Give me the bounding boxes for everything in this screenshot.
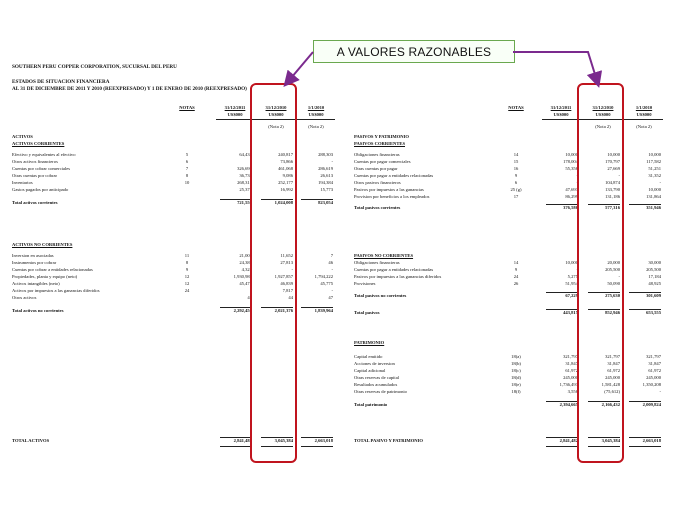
right-row-value-col2: 2,166,432 (601, 402, 620, 407)
right-notes-header: NOTAS (508, 105, 524, 110)
left-row-value-col1: 46 (247, 295, 252, 300)
left-row-note: 10 (184, 180, 190, 185)
left-row-value-col1: - (250, 159, 252, 164)
left-row-value-col1: 64,437 (239, 152, 252, 157)
right-row-value-col1: 245,000 (563, 375, 578, 380)
left-row-value-col3: 823,054 (318, 200, 333, 205)
left-row-label: Inversion en asociadas (12, 253, 54, 258)
left-col1-date: 31/12/2011 (224, 105, 246, 110)
right-row-note: 9 (514, 267, 518, 272)
right-row-value-col1: - (576, 173, 578, 178)
right-row-value-col3: 321,797 (646, 354, 661, 359)
right-row-label: Pasivos por impuestos a las ganancias (354, 187, 424, 192)
right-row-value-col3: 117,582 (646, 159, 661, 164)
left-row-label: Efectivo y equivalentes al efectivo (12, 152, 76, 157)
right-row-label: PASIVOS CORRIENTES (354, 141, 406, 146)
left-col3-date: 1/1/2010 (307, 105, 325, 110)
right-row-label: Cuentas por pagar a entidades relacionadas (354, 267, 434, 272)
right-row-label: Total pasivos corrientes (354, 205, 401, 210)
left-row-value-col2: 3,045,384 (274, 438, 293, 443)
right-row-note: 18(b) (511, 361, 521, 366)
right-row-note: 18(f) (511, 389, 521, 394)
left-row-value-col1: 4,322 (241, 267, 252, 272)
left-row-label: ACTIVOS NO CORRIENTES (12, 242, 73, 247)
right-row-note: 16 (513, 166, 519, 171)
left-row-value-col1: 721,556 (237, 200, 252, 205)
right-row-note: 25 (g) (510, 187, 522, 192)
left-row-value-col2: 461,068 (278, 166, 293, 171)
right-row-note: 17 (513, 194, 519, 199)
left-row-value-col1: 21,001 (239, 253, 252, 258)
statement-dates: AL 31 DE DICIEMBRE DE 2011 Y 2010 (REEXPRESADO) Y 1 DE ENERO DE 2010 (REEXPRESADO) (12, 86, 247, 92)
right-row-value-col2: 205,500 (605, 267, 620, 272)
left-row-value-col3: 1,794,222 (314, 274, 333, 279)
right-row-value-col3: 2,009,824 (642, 402, 661, 407)
right-row-value-col2: 31,847 (607, 361, 620, 366)
right-row-label: PASIVOS Y PATRIMONIO (354, 134, 409, 139)
right-row-value-col1: 51,954 (565, 281, 578, 286)
right-row-note: 18(d) (511, 375, 521, 380)
right-row-value-col2: 3,045,384 (601, 438, 620, 443)
right-row-value-col1: 2,841,482 (559, 438, 578, 443)
right-row-note: 24 (513, 274, 519, 279)
right-row-value-col3: 2,663,018 (642, 438, 661, 443)
left-notes-header: NOTAS (179, 105, 195, 110)
right-row-label: Capital adicional (354, 368, 386, 373)
right-row-label: Total pasivos (354, 310, 380, 315)
left-row-value-col3: 47 (328, 295, 333, 300)
right-col3-unit: US$000 (636, 112, 652, 117)
right-row-label: Otras cuentas por pagar (354, 166, 398, 171)
right-row-value-col2: 61,972 (607, 368, 620, 373)
right-row-value-col1: 31,847 (565, 361, 578, 366)
right-row-value-col2: 852,946 (605, 310, 620, 315)
left-row-value-col2: 44 (288, 295, 293, 300)
left-row-note: 8 (185, 260, 189, 265)
left-row-note: 12 (184, 274, 190, 279)
right-row-value-col1: 2,394,665 (559, 402, 578, 407)
left-row-value-col1: 45,471 (239, 281, 252, 286)
right-row-value-col1: 67,229 (565, 293, 578, 298)
right-row-value-col2: 275,630 (605, 293, 620, 298)
right-row-value-col3: 61,972 (648, 368, 661, 373)
left-row-note: 9 (185, 267, 189, 272)
left-row-value-col1: - (250, 288, 252, 293)
right-row-label: Obligaciones financieras (354, 152, 400, 157)
left-row-value-col3: 1,839,964 (314, 308, 333, 313)
left-row-label: ACTIVOS CORRIENTES (12, 141, 65, 146)
left-row-note: 11 (184, 253, 190, 258)
right-col3-note: (Nota 2) (636, 124, 652, 129)
left-row-label: Gastos pagados por anticipado (12, 187, 69, 192)
left-row-label: Cuentas por cobrar comerciales (12, 166, 71, 171)
right-row-value-col2: 170,797 (605, 159, 620, 164)
left-row-value-col3: 15,773 (320, 187, 333, 192)
right-row-value-col1: - (576, 180, 578, 185)
left-row-value-col3: 46 (328, 260, 333, 265)
right-col1-unit: US$000 (553, 112, 569, 117)
right-row-value-col3: 1,350,208 (642, 382, 661, 387)
right-row-value-col3: 10,000 (648, 152, 661, 157)
right-row-label: Obligaciones financieras (354, 260, 400, 265)
banner-title: A VALORES RAZONABLES (313, 40, 515, 63)
left-col3-note: (Nota 2) (308, 124, 324, 129)
right-row-label: PASIVOS NO CORRIENTES (354, 253, 414, 258)
right-row-value-col3: 10,000 (648, 187, 661, 192)
right-row-value-col3: 351,946 (646, 205, 661, 210)
right-row-value-col2: 577,316 (605, 205, 620, 210)
right-row-label: Pasivos por impuestos a las ganancias diferidos (354, 274, 442, 279)
right-row-value-col1: 376,586 (563, 205, 578, 210)
left-row-value-col3: 288,303 (318, 152, 333, 157)
right-row-value-col3: 653,555 (646, 310, 661, 315)
right-row-label: Provisiones (354, 281, 376, 286)
right-row-value-col2: - (618, 173, 620, 178)
right-col2-date: 31/12/2010 (592, 105, 614, 110)
left-row-label: Activos intangibles (neto) (12, 281, 60, 286)
left-row-value-col3: 286,619 (318, 166, 333, 171)
right-row-note: 18(c) (511, 368, 521, 373)
right-row-label: Acciones de inversion (354, 361, 395, 366)
right-row-value-col1: 1,736,493 (559, 382, 578, 387)
left-row-note: 6 (185, 159, 189, 164)
right-row-label: Cuentas por pagar a entidades relacionadas (354, 173, 434, 178)
left-row-value-col2: 1,927,857 (274, 274, 293, 279)
left-row-label: TOTAL ACTIVOS (12, 438, 50, 443)
left-row-value-col3: 7 (330, 253, 333, 258)
company-name: SOUTHERN PERU COPPER CORPORATION, SUCURSAL DEL PERU (12, 64, 177, 70)
right-row-label: Otras reservas de capital (354, 375, 400, 380)
right-row-value-col1: 178,004 (563, 159, 578, 164)
left-col2-note: (Nota 2) (268, 124, 284, 129)
left-row-value-col3: - (331, 159, 333, 164)
left-row-label: Propiedades, planta y equipo (neto) (12, 274, 78, 279)
right-row-value-col2: 133,790 (605, 187, 620, 192)
right-row-note: 9 (514, 173, 518, 178)
right-col3-date: 1/1/2010 (635, 105, 653, 110)
right-row-value-col3: 51,251 (648, 166, 661, 171)
right-row-value-col3: 48,925 (648, 281, 661, 286)
right-row-value-col1: 3,556 (567, 389, 578, 394)
left-col2-unit: US$000 (268, 112, 284, 117)
left-row-value-col2: 11,652 (280, 253, 293, 258)
left-row-value-col2: 73,866 (280, 159, 293, 164)
left-row-value-col1: 24,385 (239, 260, 252, 265)
left-row-label: Inventarios (12, 180, 33, 185)
right-row-value-col3: 17,184 (648, 274, 661, 279)
right-row-value-col2: 10,000 (607, 152, 620, 157)
right-row-note: 14 (513, 152, 519, 157)
right-row-value-col3: 205,500 (646, 267, 661, 272)
left-row-note: 5 (185, 152, 189, 157)
left-row-value-col3: 45,775 (320, 281, 333, 286)
left-row-value-col2: 1,024,008 (274, 200, 293, 205)
right-col1-date: 31/12/2011 (550, 105, 572, 110)
left-row-note: 7 (185, 166, 189, 171)
right-row-note: 14 (513, 260, 519, 265)
left-row-value-col2: 9,086 (282, 173, 293, 178)
arrow-to-right-column (513, 52, 598, 84)
right-row-value-col2: 50,090 (607, 281, 620, 286)
right-row-value-col1: 47,693 (565, 187, 578, 192)
left-row-value-col2: 240,817 (278, 152, 293, 157)
left-row-label: Total activos no corrientes (12, 308, 64, 313)
left-row-value-col2: 2,021,376 (274, 308, 293, 313)
left-row-value-col3: 26,613 (320, 173, 333, 178)
left-row-note: 8 (185, 173, 189, 178)
left-row-value-col1: 1,930,982 (233, 274, 252, 279)
left-row-value-col1: 268,313 (237, 180, 252, 185)
right-row-value-col1: 55,356 (565, 166, 578, 171)
right-row-value-col1: 321,797 (563, 354, 578, 359)
right-row-value-col3: 131,864 (646, 194, 661, 199)
right-row-note: 18(a) (511, 354, 521, 359)
statement-title: ESTADOS DE SITUACION FINANCIERA (12, 79, 110, 85)
left-row-label: Instrumentos por cobrar (12, 260, 57, 265)
right-row-note: 15 (513, 159, 519, 164)
left-row-value-col2: 27,813 (280, 260, 293, 265)
left-row-value-col3: - (331, 288, 333, 293)
right-row-value-col3: - (659, 180, 661, 185)
left-row-note: 24 (184, 288, 190, 293)
right-row-note: 18(e) (511, 382, 521, 387)
right-row-value-col2: (75,612) (604, 389, 620, 394)
left-row-label: Cuentas por cobrar a entidades relacionadas (12, 267, 93, 272)
right-row-label: Cuentas por pagar comerciales (354, 159, 411, 164)
left-row-label: Activos por impuestos a las ganancias diferidos (12, 288, 100, 293)
left-row-label: Total activos corrientes (12, 200, 58, 205)
right-row-value-col2: 27,669 (607, 166, 620, 171)
right-row-value-col2: 1,581,428 (601, 382, 620, 387)
left-row-label: Otros activos (12, 295, 37, 300)
left-row-value-col1: 326,696 (237, 166, 252, 171)
right-row-label: Otros pasivos financieros (354, 180, 401, 185)
left-row-value-col3: 2,663,018 (314, 438, 333, 443)
right-row-note: 26 (513, 281, 519, 286)
right-row-label: PATRIMONIO (354, 340, 385, 345)
right-row-value-col1: 86,299 (565, 194, 578, 199)
right-row-value-col1: 10,000 (565, 260, 578, 265)
right-row-note: 6 (514, 180, 518, 185)
right-col2-note: (Nota 2) (595, 124, 611, 129)
left-col2-date: 31/12/2010 (265, 105, 287, 110)
right-row-value-col2: 321,797 (605, 354, 620, 359)
right-row-value-col2: 131,186 (605, 194, 620, 199)
right-row-value-col1: 10,000 (565, 152, 578, 157)
left-row-value-col2: 7,817 (282, 288, 293, 293)
left-row-value-col1: 2,841,482 (233, 438, 252, 443)
left-row-value-col2: 252,177 (278, 180, 293, 185)
right-row-value-col1: 5,275 (567, 274, 578, 279)
right-row-value-col2: 245,000 (605, 375, 620, 380)
right-row-value-col3: 31,352 (648, 173, 661, 178)
right-row-label: TOTAL PASIVO Y PATRIMONIO (354, 438, 423, 443)
right-row-label: Capital emitido (354, 354, 383, 359)
left-row-value-col1: 25,376 (239, 187, 252, 192)
left-row-label: Otras cuentas por cobrar (12, 173, 58, 178)
left-row-note: 12 (184, 281, 190, 286)
left-row-value-col1: 2,292,456 (233, 308, 252, 313)
left-row-label: ACTIVOS (12, 134, 33, 139)
right-row-label: Total pasivos no corrientes (354, 293, 407, 298)
right-row-value-col2: 104,874 (605, 180, 620, 185)
left-row-value-col2: 16,992 (280, 187, 293, 192)
right-row-value-col3: 31,847 (648, 361, 661, 366)
left-row-value-col3: - (331, 267, 333, 272)
right-row-label: Resultados acumulados (354, 382, 398, 387)
left-row-label: Otros activos financieros (12, 159, 58, 164)
right-row-label: Provision por beneficios a los empleados (354, 194, 430, 199)
right-row-value-col1: 61,972 (565, 368, 578, 373)
right-row-value-col1: - (576, 267, 578, 272)
left-row-value-col1: 36,736 (239, 173, 252, 178)
right-row-label: Total patrimonio (354, 402, 388, 407)
right-row-value-col2: - (618, 274, 620, 279)
right-row-value-col3: 301,609 (646, 293, 661, 298)
arrow-to-left-column (286, 52, 313, 84)
right-row-value-col3: 245,000 (646, 375, 661, 380)
left-col3-unit: US$000 (308, 112, 324, 117)
right-row-value-col3: - (659, 389, 661, 394)
left-row-value-col2: 46,839 (280, 281, 293, 286)
left-col1-unit: US$000 (227, 112, 243, 117)
left-row-value-col2: - (291, 267, 293, 272)
right-row-value-col2: 20,000 (607, 260, 620, 265)
right-col2-unit: US$000 (595, 112, 611, 117)
right-row-value-col1: 443,815 (563, 310, 578, 315)
right-row-value-col3: 30,000 (648, 260, 661, 265)
right-row-label: Otras reservas de patrimonio (354, 389, 407, 394)
left-row-value-col3: 194,384 (318, 180, 333, 185)
